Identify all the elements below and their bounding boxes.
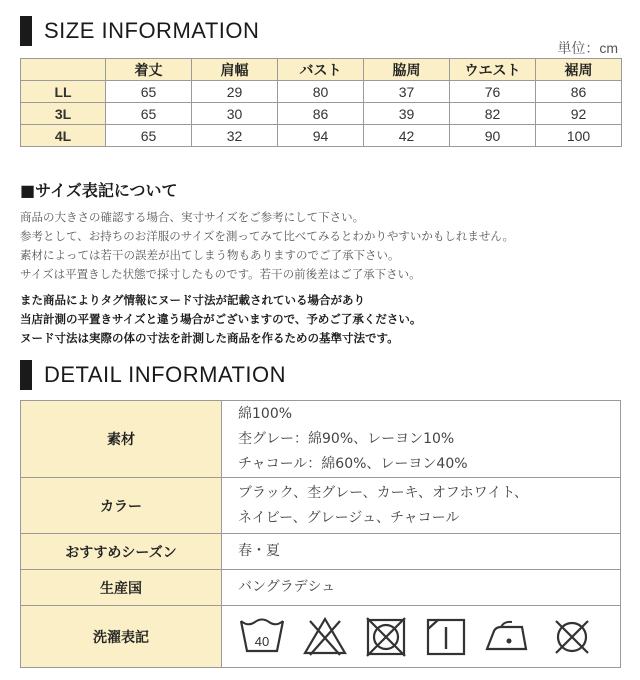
table-cell: 94 bbox=[278, 125, 364, 147]
size-section-header bbox=[20, 16, 259, 46]
value-line: 綿100% bbox=[238, 405, 293, 422]
detail-label: カラー bbox=[21, 478, 222, 534]
detail-row-color bbox=[21, 478, 621, 534]
col-header-hem: 裾周 bbox=[536, 59, 622, 81]
value-line: ブラック、杢グレー、カーキ、オフホワイト、 bbox=[238, 484, 528, 501]
table-row bbox=[21, 103, 622, 125]
value-line: チャコール：綿60%、レーヨン40% bbox=[238, 455, 468, 472]
corner-cell bbox=[21, 59, 106, 81]
size-table-header bbox=[21, 59, 622, 81]
table-cell: 65 bbox=[106, 81, 192, 103]
table-cell: 100 bbox=[536, 125, 622, 147]
table-cell: 29 bbox=[192, 81, 278, 103]
col-header-bust: バスト bbox=[278, 59, 364, 81]
table-cell: 80 bbox=[278, 81, 364, 103]
table-cell: 86 bbox=[536, 81, 622, 103]
col-header-armhole: 脇周 bbox=[364, 59, 450, 81]
table-cell: 82 bbox=[450, 103, 536, 125]
col-header-waist: ウエスト bbox=[450, 59, 536, 81]
size-label: 4L bbox=[21, 125, 106, 147]
table-row bbox=[21, 125, 622, 147]
unit-label: 単位：cm bbox=[557, 40, 618, 56]
detail-label: 生産国 bbox=[21, 570, 222, 606]
size-notes-title: ■サイズ表記について bbox=[20, 181, 178, 200]
note-line: 商品の大きさの確認する場合、実寸サイズをご参考にして下さい。 bbox=[20, 210, 365, 224]
table-cell: 86 bbox=[278, 103, 364, 125]
detail-section-title: DETAIL INFORMATION bbox=[44, 362, 287, 387]
size-notes bbox=[20, 208, 514, 284]
note-line: 素材によっては若干の誤差が出てしまう物もありますのでご了承下さい。 bbox=[20, 248, 400, 262]
no-dry-clean-icon bbox=[550, 615, 594, 659]
table-cell: 65 bbox=[106, 103, 192, 125]
table-cell: 76 bbox=[450, 81, 536, 103]
detail-label: 洗濯表記 bbox=[21, 606, 222, 668]
no-bleach-icon bbox=[302, 615, 348, 659]
size-table bbox=[20, 58, 622, 147]
detail-row-season bbox=[21, 534, 621, 570]
detail-value bbox=[222, 570, 621, 606]
note-line: 参考として、お持ちのお洋服のサイズを測ってみて比べてみるとわかりやすいかもしれません。 bbox=[20, 229, 515, 243]
section-marker bbox=[20, 16, 32, 46]
line-dry-shade-icon bbox=[424, 615, 468, 659]
size-section-title: SIZE INFORMATION bbox=[44, 18, 260, 43]
value-line: 春・夏 bbox=[238, 543, 280, 559]
table-cell: 90 bbox=[450, 125, 536, 147]
bold-note-line: ヌード寸法は実際の体の寸法を計測した商品を作るための基準寸法です。 bbox=[20, 331, 399, 345]
bold-note-line: 当店計測の平置きサイズと違う場合がございますので、予めご了承ください。 bbox=[20, 312, 422, 326]
detail-table bbox=[20, 400, 621, 668]
table-cell: 37 bbox=[364, 81, 450, 103]
table-cell: 39 bbox=[364, 103, 450, 125]
wash-temp: 40 bbox=[254, 633, 270, 649]
table-cell: 65 bbox=[106, 125, 192, 147]
no-tumble-dry-icon bbox=[364, 615, 408, 659]
col-header-length: 着丈 bbox=[106, 59, 192, 81]
table-cell: 32 bbox=[192, 125, 278, 147]
iron-low-icon bbox=[484, 615, 534, 659]
detail-row-material bbox=[21, 401, 621, 478]
table-row bbox=[21, 81, 622, 103]
wash-40-icon bbox=[238, 615, 286, 659]
col-header-shoulder: 肩幅 bbox=[192, 59, 278, 81]
table-cell: 42 bbox=[364, 125, 450, 147]
value-line: バングラデシュ bbox=[238, 579, 336, 595]
detail-row-origin bbox=[21, 570, 621, 606]
note-line: サイズは平置きした状態で採寸したものです。若干の前後差はご了承下さい。 bbox=[20, 267, 421, 281]
detail-label: 素材 bbox=[21, 401, 222, 478]
section-marker bbox=[20, 360, 32, 390]
bold-note-line: また商品によりタグ情報にヌード寸法が記載されている場合があり bbox=[20, 293, 365, 307]
detail-value bbox=[222, 478, 621, 534]
size-label: LL bbox=[21, 81, 106, 103]
detail-value bbox=[222, 401, 621, 478]
value-line: 杢グレー：綿90%、レーヨン10% bbox=[238, 430, 455, 447]
table-cell: 30 bbox=[192, 103, 278, 125]
table-cell: 92 bbox=[536, 103, 622, 125]
value-line: ネイビー、グレージュ、チャコール bbox=[238, 509, 460, 526]
detail-section-header bbox=[20, 360, 286, 390]
size-notes-bold bbox=[20, 291, 421, 348]
detail-label: おすすめシーズン bbox=[21, 534, 222, 570]
size-label: 3L bbox=[21, 103, 106, 125]
detail-value bbox=[222, 534, 621, 570]
care-icons bbox=[222, 606, 621, 668]
detail-row-care bbox=[21, 606, 621, 668]
